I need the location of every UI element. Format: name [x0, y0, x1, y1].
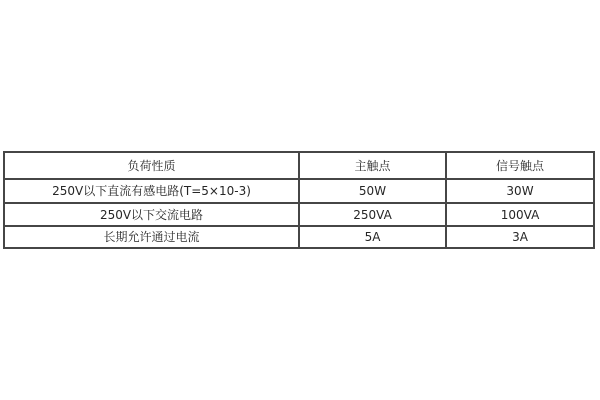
table-cell-signal-contact-dc-rating: 30W — [446, 179, 594, 203]
table-cell-signal-contact-current-rating: 3A — [446, 226, 594, 248]
table-cell-main-contact-current-rating: 5A — [299, 226, 446, 248]
column-header-signal-contact: 信号触点 — [446, 152, 594, 179]
table-cell-load-dc-inductive: 250V以下直流有感电路(T=5×10-3) — [4, 179, 299, 203]
column-header-main-contact: 主触点 — [299, 152, 446, 179]
table-cell-signal-contact-ac-rating: 100VA — [446, 203, 594, 226]
table-cell-main-contact-ac-rating: 250VA — [299, 203, 446, 226]
table-row — [4, 203, 594, 226]
table-header-row — [4, 152, 594, 179]
table-row — [4, 179, 594, 203]
load-spec-table — [3, 151, 595, 249]
table-cell-main-contact-dc-rating: 50W — [299, 179, 446, 203]
table-cell-load-ac-circuit: 250V以下交流电路 — [4, 203, 299, 226]
table-row — [4, 226, 594, 248]
table-cell-load-continuous-current: 长期允许通过电流 — [4, 226, 299, 248]
column-header-load-nature: 负荷性质 — [4, 152, 299, 179]
